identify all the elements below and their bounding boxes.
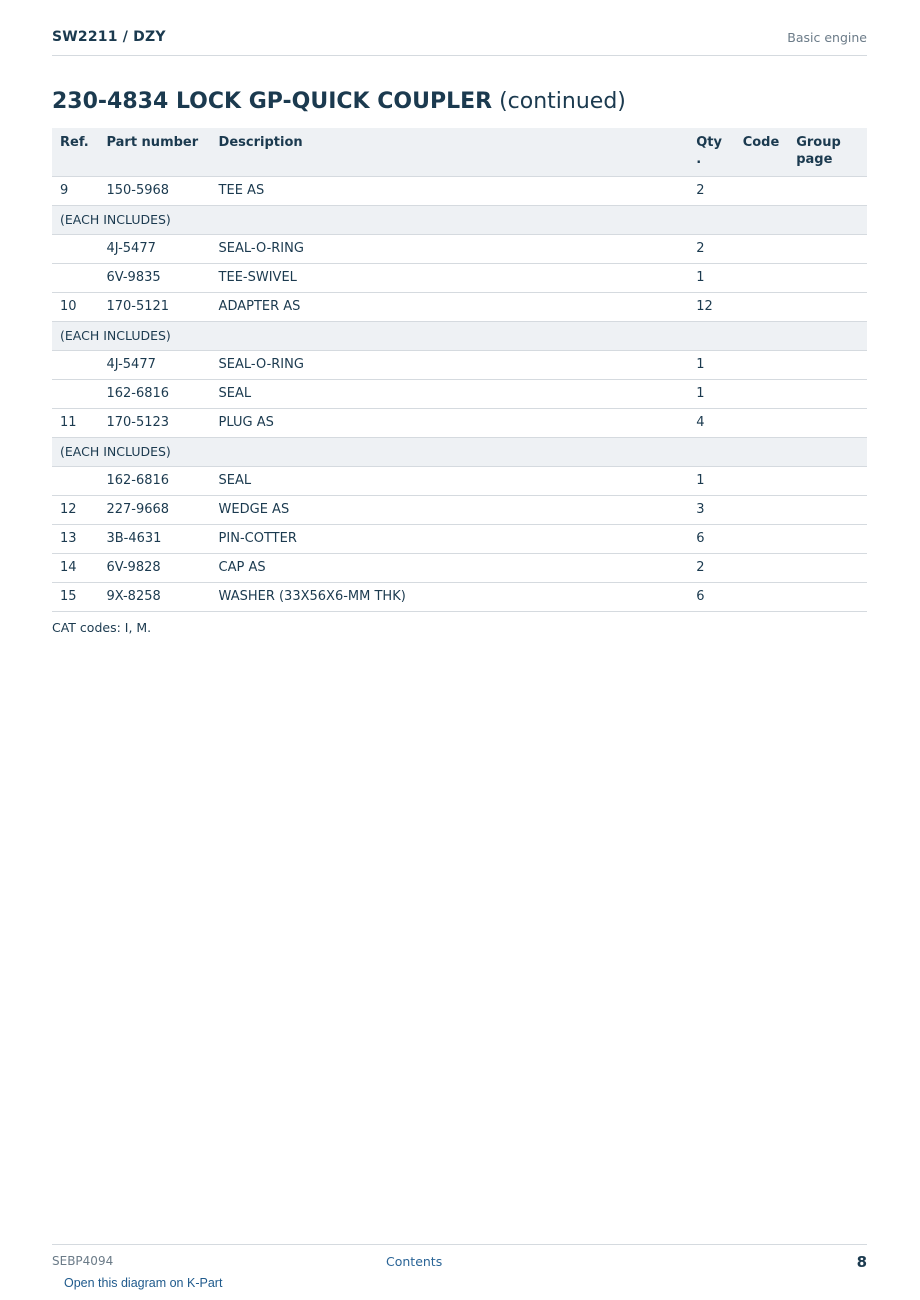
table-row — [52, 583, 867, 612]
group-page-cell — [788, 264, 867, 293]
group-page-cell — [788, 583, 867, 612]
description-cell: SEAL-O-RING — [211, 351, 689, 380]
group-page-cell — [788, 293, 867, 322]
code-cell — [735, 496, 789, 525]
table-row — [52, 467, 867, 496]
includes-row — [52, 438, 867, 467]
table-row — [52, 351, 867, 380]
ref-cell — [52, 380, 98, 409]
description-cell: SEAL — [211, 467, 689, 496]
qty-cell: 2 — [688, 235, 734, 264]
description-cell: ADAPTER AS — [211, 293, 689, 322]
code-cell — [735, 409, 789, 438]
code-cell — [735, 351, 789, 380]
code-cell — [735, 554, 789, 583]
qty-cell: 2 — [688, 177, 734, 206]
code-cell — [735, 177, 789, 206]
description-cell: PLUG AS — [211, 409, 689, 438]
column-header-qty: Qty . — [688, 128, 734, 177]
part-number-cell: 4J-5477 — [98, 351, 210, 380]
table-row — [52, 409, 867, 438]
page-title — [52, 89, 626, 114]
column-header-ref: Ref. — [52, 128, 98, 177]
includes-row — [52, 206, 867, 235]
ref-cell — [52, 467, 98, 496]
part-number-cell: 3B-4631 — [98, 525, 210, 554]
qty-cell: 2 — [688, 554, 734, 583]
part-number-cell: 150-5968 — [98, 177, 210, 206]
code-cell — [735, 525, 789, 554]
code-cell — [735, 380, 789, 409]
table-row — [52, 293, 867, 322]
ref-cell — [52, 235, 98, 264]
part-number-cell: 162-6816 — [98, 467, 210, 496]
ref-cell — [52, 351, 98, 380]
group-page-cell — [788, 496, 867, 525]
group-page-cell — [788, 177, 867, 206]
group-page-cell — [788, 351, 867, 380]
ref-cell: 15 — [52, 583, 98, 612]
part-number-cell: 4J-5477 — [98, 235, 210, 264]
ref-cell: 12 — [52, 496, 98, 525]
qty-cell: 4 — [688, 409, 734, 438]
part-number-cell: 6V-9828 — [98, 554, 210, 583]
parts-table-body — [52, 177, 867, 612]
ref-cell: 13 — [52, 525, 98, 554]
table-row — [52, 380, 867, 409]
qty-cell: 6 — [688, 583, 734, 612]
code-cell — [735, 264, 789, 293]
code-cell — [735, 467, 789, 496]
part-number-cell: 170-5121 — [98, 293, 210, 322]
continued-label: (continued) — [499, 89, 626, 114]
description-cell: SEAL — [211, 380, 689, 409]
code-cell — [735, 583, 789, 612]
group-page-cell — [788, 235, 867, 264]
includes-label: (EACH INCLUDES) — [52, 206, 867, 235]
description-cell: PIN-COTTER — [211, 525, 689, 554]
assembly-title: 230-4834 LOCK GP-QUICK COUPLER — [52, 89, 493, 114]
qty-cell: 6 — [688, 525, 734, 554]
model-code: SW2211 / DZY — [52, 29, 166, 45]
qty-cell: 1 — [688, 467, 734, 496]
group-page-cell — [788, 467, 867, 496]
column-header-part-number: Part number — [98, 128, 210, 177]
group-page-cell — [788, 409, 867, 438]
open-diagram-kpart-link[interactable]: Open this diagram on K-Part — [64, 1276, 223, 1290]
includes-label: (EACH INCLUDES) — [52, 322, 867, 351]
code-cell — [735, 235, 789, 264]
column-header-code: Code — [735, 128, 789, 177]
group-page-cell — [788, 380, 867, 409]
part-number-cell: 170-5123 — [98, 409, 210, 438]
page-number: 8 — [856, 1253, 867, 1271]
cat-codes-note: CAT codes: I, M. — [52, 620, 152, 635]
part-number-cell: 6V-9835 — [98, 264, 210, 293]
qty-cell: 1 — [688, 264, 734, 293]
column-header-group-page: Group page — [788, 128, 867, 177]
ref-cell — [52, 264, 98, 293]
ref-cell: 11 — [52, 409, 98, 438]
parts-table — [52, 128, 867, 612]
part-number-cell: 162-6816 — [98, 380, 210, 409]
group-page-cell — [788, 525, 867, 554]
table-row — [52, 554, 867, 583]
description-cell: TEE-SWIVEL — [211, 264, 689, 293]
qty-cell: 12 — [688, 293, 734, 322]
ref-cell: 9 — [52, 177, 98, 206]
page-footer — [52, 1244, 867, 1275]
description-cell: TEE AS — [211, 177, 689, 206]
includes-row — [52, 322, 867, 351]
group-page-cell — [788, 554, 867, 583]
qty-cell: 1 — [688, 380, 734, 409]
description-cell: WASHER (33X56X6-MM THK) — [211, 583, 689, 612]
column-header-description: Description — [211, 128, 689, 177]
part-number-cell: 227-9668 — [98, 496, 210, 525]
ref-cell: 14 — [52, 554, 98, 583]
table-row — [52, 235, 867, 264]
table-row — [52, 496, 867, 525]
description-cell: WEDGE AS — [211, 496, 689, 525]
includes-label: (EACH INCLUDES) — [52, 438, 867, 467]
qty-cell: 1 — [688, 351, 734, 380]
page-header — [52, 28, 867, 56]
section-name: Basic engine — [787, 30, 867, 45]
contents-link[interactable]: Contents — [386, 1254, 443, 1269]
table-row — [52, 525, 867, 554]
document-id: SEBP4094 — [52, 1254, 114, 1268]
ref-cell: 10 — [52, 293, 98, 322]
qty-cell: 3 — [688, 496, 734, 525]
table-row — [52, 264, 867, 293]
table-row — [52, 177, 867, 206]
description-cell: CAP AS — [211, 554, 689, 583]
code-cell — [735, 293, 789, 322]
description-cell: SEAL-O-RING — [211, 235, 689, 264]
table-header-row — [52, 128, 867, 177]
part-number-cell: 9X-8258 — [98, 583, 210, 612]
